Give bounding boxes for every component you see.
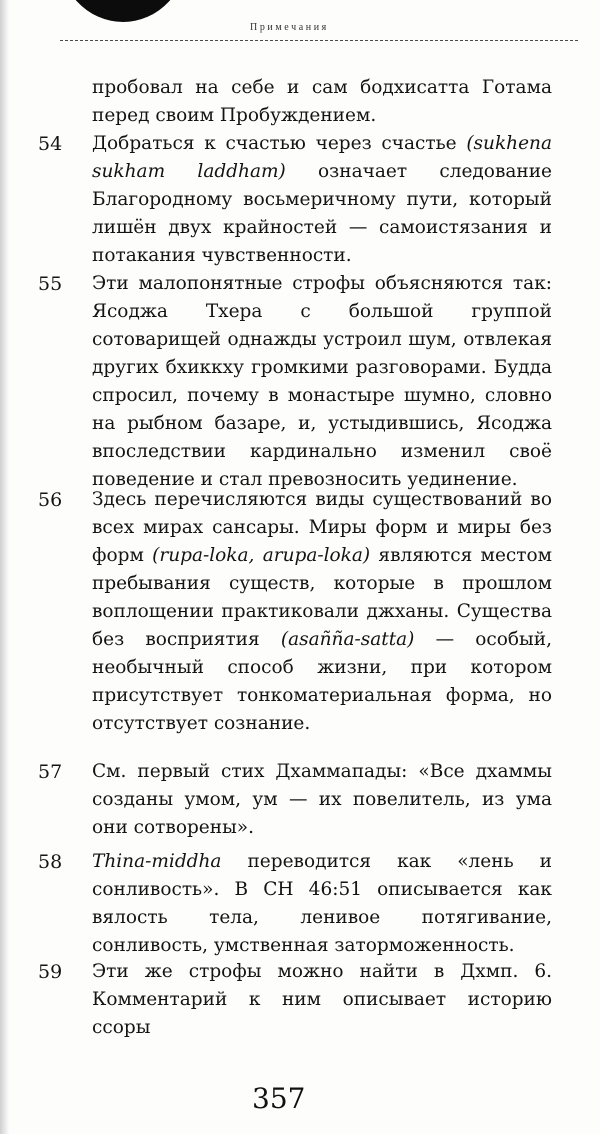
note-number: 58: [38, 851, 63, 873]
note-text: — особый, необычный способ жизни, при котором присутствует тонкоматериальная форма, но отсутствует сознание.: [92, 629, 552, 734]
note-text: Добраться к счастью через счастье: [92, 133, 467, 154]
note-text: пробовал на себе и сам бодхисатта Готама перед своим Пробуждением.: [92, 77, 552, 126]
header-rule: [60, 40, 578, 41]
note-56: [38, 486, 553, 738]
note-text: переводится как «лень и сонливость». В СН 46:51 описывается как вялость тела, ленивое потягивание, сонливость, умственная заторможенность.: [92, 851, 552, 956]
running-header: Примечания: [250, 22, 329, 33]
note-58: [38, 848, 552, 960]
note-number: 56: [38, 489, 63, 511]
note-text: См. первый стих Дхаммапады: «Все дхаммы созданы умом, ум — их повелитель, из ума они сотворены».: [92, 761, 552, 838]
pali-term: (sukhena sukham laddham): [92, 133, 552, 182]
note-54: [38, 130, 552, 270]
pali-term: (rupa-loka, arupa-loka): [152, 545, 371, 566]
note-text: означает следование Благородному восьмеричному пути, который лишён двух крайностей — самоистязания и потакания чувственности.: [92, 161, 552, 266]
note-55: [38, 270, 552, 494]
note-number: 57: [38, 761, 63, 783]
note-number: 54: [38, 133, 63, 155]
note-59: [38, 958, 552, 1042]
note-text: Эти малопонятные строфы объясняются так: Ясоджа Тхера с большой группой сотоварищей однажды устроил шум, отвлекая других бхиккху громкими разговорами. Будда спросил, почему в монастыре шумно, словно на рыбном базаре, и, устыдившись, Ясоджа впоследствии кардинально изменил своё поведение и стал превозносить уединение.: [92, 273, 552, 490]
page-number: 357: [252, 1082, 306, 1115]
ink-blot: [58, 0, 188, 22]
note-number: 55: [38, 273, 63, 295]
pali-term: (asañña-satta): [280, 629, 415, 650]
note-text: Здесь перечисляются виды существований во всех мирах сансары. Миры форм и миры без форм: [92, 489, 552, 566]
note-text: Эти же строфы можно найти в Дхмп. 6. Комментарий к ним описывает историю ссоры: [92, 961, 552, 1038]
pali-term: Thina-middha: [92, 851, 222, 872]
note-57: [38, 758, 552, 842]
note-continuation: [92, 74, 552, 130]
note-number: 59: [38, 961, 63, 983]
note-text: являются местом пребывания существ, которые в прошлом воплощении практиковали джханы. Существа без восприятия: [92, 545, 553, 650]
page-edge-shadow: [0, 0, 9, 1134]
